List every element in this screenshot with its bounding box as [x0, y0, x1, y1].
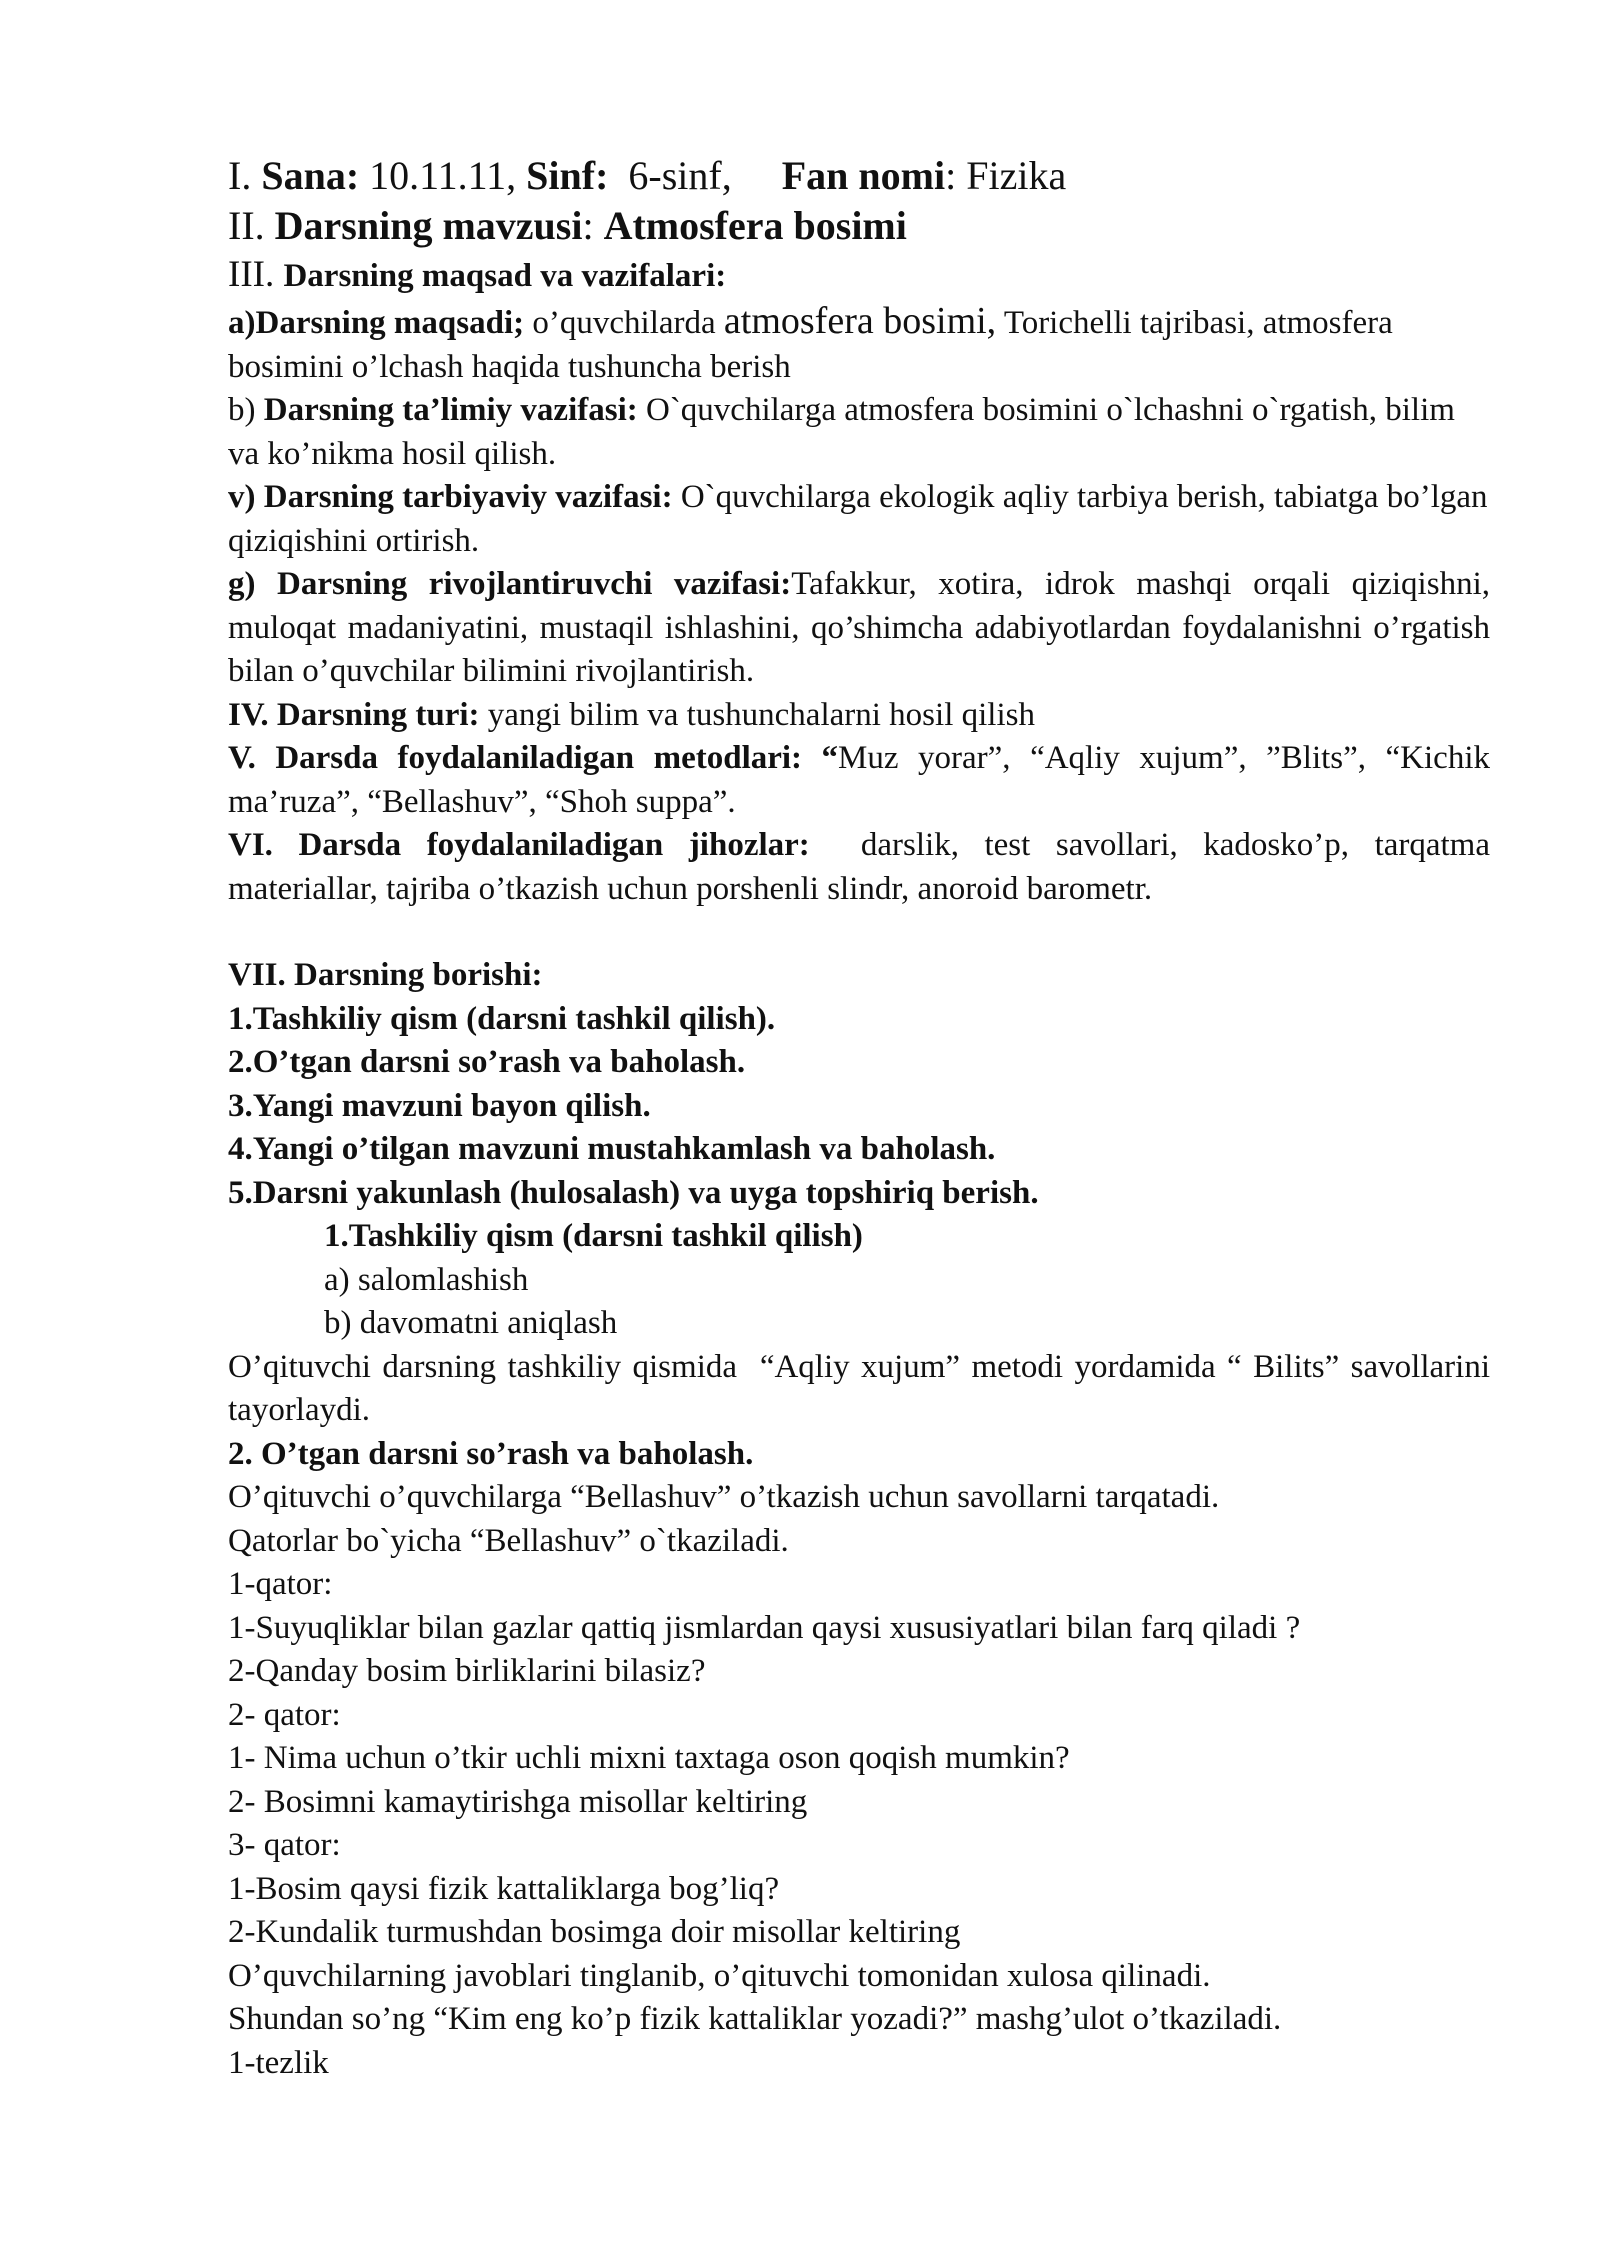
question-line: 1-tezlik — [228, 2044, 329, 2081]
goal-b — [228, 389, 1490, 476]
roman-numeral: III. — [228, 254, 284, 295]
document-page — [228, 150, 1499, 2085]
topic-label: Darsning mavzusi — [274, 203, 583, 248]
goal-b-label-rest: a’limiy vazifasi: — [413, 392, 638, 428]
lesson-step: 5.Darsni yakunlash (hulosalash) va uyga topshiriq berish. — [228, 1174, 1039, 1211]
lesson-type-label: IV. Darsning turi: — [228, 696, 480, 733]
goal-a-emphasis: atmosfera bosimi, — [723, 300, 997, 342]
subject-value: : Fizika — [945, 153, 1067, 198]
question-line: 1- Nima uchun o’tkir uchli mixni taxtaga oson qoqish mumkin? — [228, 1740, 1070, 1776]
roman-numeral: I. — [228, 153, 252, 198]
lesson-step: 1.Tashkiliy qism (darsni tashkil qilish). — [228, 1000, 776, 1037]
goal-b-prefix: b) — [228, 392, 264, 428]
goals-heading — [228, 251, 1490, 300]
paragraph: O’qituvchi darsning tashkiliy qismida “Aqliy xujum” metodi yordamida “ Bilits” savollarini tayorlaydi. — [228, 1348, 1499, 1428]
sub-item: a) salomlashish — [324, 1261, 529, 1298]
colon: : — [582, 203, 604, 248]
date-value: 10.11.11, — [359, 153, 527, 198]
question-line: 1-Bosim qaysi fizik kattaliklarga bog’liq? — [228, 1870, 780, 1907]
goal-g — [228, 563, 1490, 694]
paragraph: Qatorlar bo`yicha “Bellashuv” o`tkaziladi. — [228, 1522, 789, 1559]
paragraph: O’qituvchi o’quvchilarga “Bellashuv” o’tkazish uchun savollarni tarqatadi. — [228, 1479, 1220, 1515]
date-label: Sana: — [261, 153, 360, 198]
subject-label: Fan nomi — [781, 153, 946, 198]
lesson-methods-label: V. Darsda foydalaniladigan metodlari: “ — [228, 740, 839, 776]
goal-v-text: O`quvchilarga ekologik aqliy tarbiya berish, tabiatga bo’lgan qiziqishini ortirish. — [228, 479, 1488, 559]
lesson-equipment-text: darslik, test savollari, kadosko’p, tarqatma materiallar, tajriba o’tkazish uchun porshenli slindr, anoroid barometr. — [228, 827, 1499, 907]
goal-b-label: Darsning t — [263, 392, 414, 428]
lesson-step: 2.O’tgan darsni so’rash va baholash. — [228, 1044, 746, 1080]
lesson-methods — [228, 737, 1490, 824]
lesson-progress-heading: VII. Darsning borishi: — [228, 957, 543, 993]
lesson-type — [228, 694, 1490, 738]
sub-item: b) davomatni aniqlash — [324, 1305, 618, 1341]
section-heading: 2. O’tgan darsni so’rash va baholash. — [228, 1435, 754, 1472]
question-line: 1-qator: — [228, 1566, 333, 1602]
lesson-topic-line — [228, 201, 1490, 251]
question-line: 3- qator: — [228, 1827, 341, 1863]
organizational-part-heading: 1.Tashkiliy qism (darsni tashkil qilish) — [324, 1218, 863, 1254]
roman-numeral: II. — [228, 203, 275, 248]
lesson-equipment-label: VI. Darsda foydalaniladigan jihozlar: — [228, 827, 810, 863]
lesson-info-line — [228, 150, 1490, 201]
lesson-methods-text: Muz yorar”, “Aqliy xujum”, ”Blits”, “Kichik ma’ruza”, “Bellashuv”, “Shoh suppa”. — [228, 740, 1490, 820]
spacer — [228, 911, 1490, 954]
goal-v-label: v) Darsning tarbiyaviy vazifasi: — [228, 479, 673, 515]
goal-a-text: o’quvchilarda — [524, 305, 724, 341]
goal-g-label: g) Darsning rivojlantiruvchi vazifasi: — [228, 566, 792, 602]
question-line: Shundan so’ng “Kim eng ko’p fizik kattaliklar yozadi?” mashg’ulot o’tkaziladi. — [228, 2001, 1282, 2037]
goal-a — [228, 300, 1490, 389]
goal-v — [228, 476, 1490, 563]
question-line: 2- qator: — [228, 1696, 341, 1733]
topic-value: Atmosfera bosimi — [603, 203, 907, 248]
question-line: O’quvchilarning javoblari tinglanib, o’qituvchi tomonidan xulosa qilinadi. — [228, 1957, 1211, 1994]
goal-b-text: O`quvchilarga atmosfera bosimini o`lchashni o`rgatish, bilim va ko’nikma hosil qilish. — [228, 392, 1455, 472]
question-line: 1-Suyuqliklar bilan gazlar qattiq jismlardan qaysi xususiyatlari bilan farq qiladi ? — [228, 1609, 1301, 1646]
grade-label: Sinf: — [526, 153, 609, 198]
question-line: 2-Kundalik turmushdan bosimga doir misollar keltiring — [228, 1914, 961, 1950]
grade-value: 6-sinf, — [608, 153, 782, 198]
lesson-type-text: yangi bilim va tushunchalarni hosil qilish — [479, 696, 1035, 733]
goal-g-text: Tafakkur, xotira, idrok mashqi orqali qiziqishni, muloqat madaniyatini, mustaqil ishlashini, qo’shimcha adabiyotlardan foydalanishni o’rgatish bilan o’quvchilar bilimini rivojlantirish. — [228, 566, 1490, 689]
lesson-step: 4.Yangi o’tilgan mavzuni mustahkamlash va baholash. — [228, 1131, 996, 1167]
question-line: 2-Qanday bosim birliklarini bilasiz? — [228, 1653, 706, 1689]
lesson-equipment — [228, 824, 1499, 911]
goals-heading-text: Darsning maqsad va vazifalari: — [283, 258, 727, 294]
goal-a-text-rest: Torichelli tajribasi, atmosfera bosimini o’lchash haqida tushuncha berish — [228, 305, 1393, 385]
goal-a-label: a)Darsning maqsadi; — [228, 305, 525, 341]
question-line: 2- Bosimni kamaytirishga misollar keltiring — [228, 1783, 808, 1820]
lesson-step: 3.Yangi mavzuni bayon qilish. — [228, 1087, 651, 1124]
